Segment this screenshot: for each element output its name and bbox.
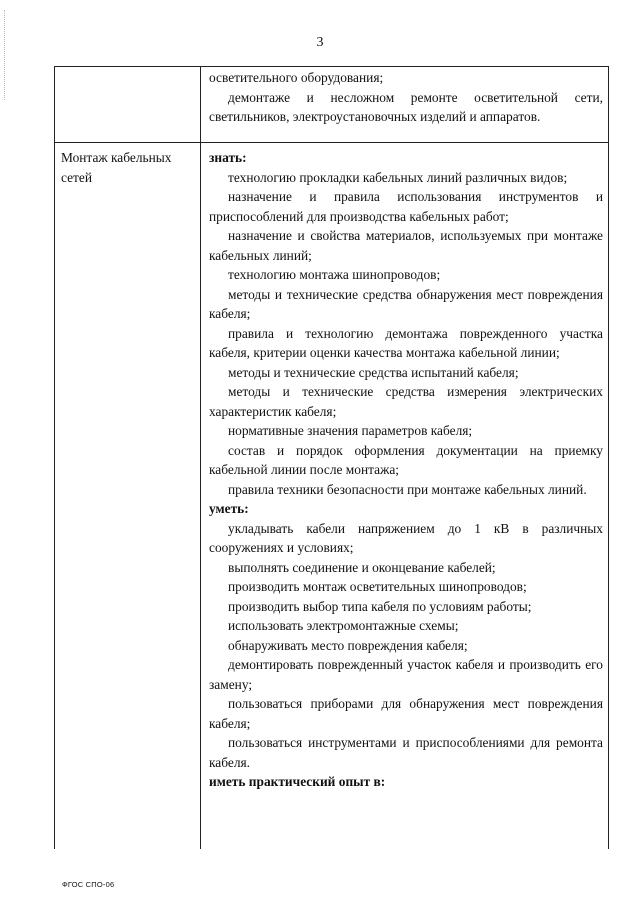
page-number: 3 <box>316 35 324 50</box>
table-right-border <box>608 66 609 849</box>
table-top-border <box>54 66 609 67</box>
can-item: укладывать кабели напряжением до 1 кВ в различных сооружениях и условиях; <box>209 520 603 555</box>
know-item: правила и технологию демонтажа поврежденного участка кабеля, критерии оценки качества монтажа кабельной линии; <box>209 325 603 360</box>
can-item: пользоваться инструментами и приспособлениями для ремонта кабеля. <box>209 735 603 770</box>
can-heading: уметь: <box>209 501 249 516</box>
scan-edge-marks <box>4 10 8 100</box>
can-item: производить выбор типа кабеля по условиям работы; <box>228 598 532 614</box>
know-item: правила техники безопасности при монтаже кабельных линий. <box>228 481 587 497</box>
table-left-border <box>54 66 55 849</box>
know-item: технологию прокладки кабельных линий различных видов; <box>228 169 568 185</box>
know-item: методы и технические средства испытаний кабеля; <box>228 364 519 380</box>
row1-content-cell <box>209 68 603 127</box>
can-item: пользоваться приборами для обнаружения мест повреждения кабеля; <box>209 696 603 731</box>
row2-content-cell <box>209 148 603 792</box>
know-item: состав и порядок оформления документации на приемку кабельной линии после монтажа; <box>209 442 603 477</box>
know-item: нормативные значения параметров кабеля; <box>228 423 473 438</box>
can-item: производить монтаж осветительных шинопроводов; <box>228 579 527 594</box>
can-item: демонтировать поврежденный участок кабеля и производить его замену; <box>209 657 603 692</box>
know-heading: знать: <box>209 150 247 165</box>
row2-section-title: Монтаж кабельных сетей <box>61 150 172 185</box>
experience-heading: иметь практический опыт в: <box>209 774 386 789</box>
can-item: выполнять соединение и оконцевание кабелей; <box>228 559 496 575</box>
table-column-divider <box>200 66 201 849</box>
know-item: назначение и свойства материалов, используемых при монтаже кабельных линий; <box>209 228 603 263</box>
know-item: назначение и правила использования инструментов и приспособлений для производства кабельных работ; <box>209 189 603 224</box>
table-row-divider <box>54 142 609 143</box>
footer-standard-code: ФГОС СПО-06 <box>62 880 115 889</box>
row1-line: демонтаже и несложном ремонте осветительной сети, светильников, электроустановочных изделий и аппаратов. <box>209 89 603 124</box>
know-item: методы и технические средства обнаружения мест повреждения кабеля; <box>209 286 603 321</box>
row1-line: осветительного оборудования; <box>209 70 384 85</box>
can-item: обнаруживать место повреждения кабеля; <box>228 637 468 653</box>
know-item: методы и технические средства измерения электрических характеристик кабеля; <box>209 384 603 419</box>
can-item: использовать электромонтажные схемы; <box>228 618 459 633</box>
know-item: технологию монтажа шинопроводов; <box>228 267 441 282</box>
